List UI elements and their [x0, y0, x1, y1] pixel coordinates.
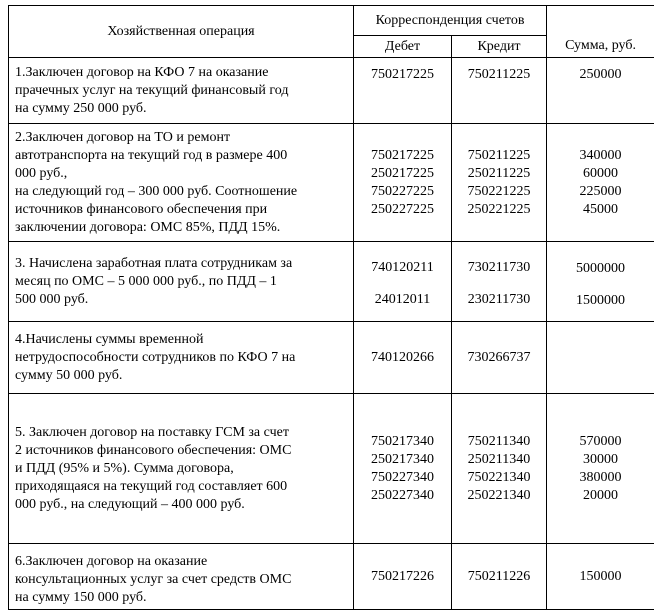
- amount-cell: [547, 242, 654, 322]
- table-row: [9, 394, 654, 544]
- debit-code: 24012011: [360, 291, 445, 309]
- operation-line: и ПДД (95% и 5%). Сумма договора,: [15, 460, 347, 478]
- operation-line: приходящаяся на текущий год составляет 600: [15, 478, 347, 496]
- table-row: [9, 58, 654, 124]
- debit-code: 750217226: [360, 568, 445, 586]
- credit-cell: [452, 242, 547, 322]
- header-credit: Кредит: [452, 36, 547, 58]
- amount-value: 150000: [553, 568, 648, 586]
- credit-code: 750211226: [458, 568, 540, 586]
- operation-line: консультационных услуг за счет средств ОМС: [15, 571, 347, 589]
- operation-line: на следующий год – 300 000 руб. Соотношение: [15, 183, 347, 201]
- amount-value: 60000: [553, 165, 648, 183]
- operation-line: 6.Заключен договор на оказание: [15, 553, 347, 571]
- amount-value: 1500000: [553, 292, 648, 310]
- operation-line: месяц по ОМС – 5 000 000 руб., по ПДД – 1: [15, 273, 347, 291]
- operation-line: сумму 50 000 руб.: [15, 367, 347, 385]
- operation-line: 4.Начислены суммы временной: [15, 331, 347, 349]
- debit-cell: [354, 242, 452, 322]
- header-amount: Сумма, руб.: [547, 6, 654, 58]
- operation-line: 500 000 руб.: [15, 291, 347, 309]
- amount-value: 30000: [553, 451, 648, 469]
- amount-cell: [547, 322, 654, 394]
- credit-code: 230211730: [458, 291, 540, 309]
- table-row: [9, 544, 654, 610]
- debit-cell: [354, 58, 452, 124]
- operation-line: нетрудоспособности сотрудников по КФО 7 на: [15, 349, 347, 367]
- debit-code: 250217225: [360, 165, 445, 183]
- amount-cell: [547, 58, 654, 124]
- debit-code: 750217225: [360, 147, 445, 165]
- debit-cell: [354, 322, 452, 394]
- operation-line: 3. Начислена заработная плата сотрудникам за: [15, 255, 347, 273]
- operation-text: [9, 394, 354, 544]
- operations-table: [8, 5, 654, 610]
- debit-cell: [354, 124, 452, 242]
- credit-code: 750211340: [458, 433, 540, 451]
- amount-value: 380000: [553, 469, 648, 487]
- credit-cell: [452, 322, 547, 394]
- header-debit: Дебет: [354, 36, 452, 58]
- amount-value: 340000: [553, 147, 648, 165]
- header-operation: Хозяйственная операция: [9, 6, 354, 58]
- operation-text: [9, 58, 354, 124]
- credit-code: 730266737: [458, 349, 540, 367]
- credit-code: 250221225: [458, 201, 540, 219]
- operation-text: [9, 242, 354, 322]
- debit-code: 740120266: [360, 349, 445, 367]
- amount-value: 225000: [553, 183, 648, 201]
- operation-line: прачечных услуг на текущий финансовый год: [15, 82, 347, 100]
- header-row-1: [9, 6, 654, 36]
- debit-code: 250227225: [360, 201, 445, 219]
- operation-line: на сумму 250 000 руб.: [15, 100, 347, 118]
- operation-line: 2.Заключен договор на ТО и ремонт: [15, 129, 347, 147]
- credit-code: 250221340: [458, 487, 540, 505]
- credit-code: 750211225: [458, 147, 540, 165]
- operation-line: заключении договора: ОМС 85%, ПДД 15%.: [15, 219, 347, 237]
- credit-cell: [452, 58, 547, 124]
- amount-value: 20000: [553, 487, 648, 505]
- amount-value: 45000: [553, 201, 648, 219]
- credit-cell: [452, 394, 547, 544]
- debit-cell: [354, 394, 452, 544]
- operation-line: 000 руб.,: [15, 165, 347, 183]
- operation-line: источников финансового обеспечения при: [15, 201, 347, 219]
- credit-cell: [452, 124, 547, 242]
- credit-code: 750221340: [458, 469, 540, 487]
- operation-line: 000 руб., на следующий – 400 000 руб.: [15, 496, 347, 514]
- table-row: [9, 242, 654, 322]
- operation-line: 5. Заключен договор на поставку ГСМ за счет: [15, 424, 347, 442]
- debit-cell: [354, 544, 452, 610]
- debit-code: 750217340: [360, 433, 445, 451]
- operation-line: 1.Заключен договор на КФО 7 на оказание: [15, 64, 347, 82]
- debit-code: 740120211: [360, 259, 445, 277]
- operation-line: автотранспорта на текущий год в размере 400: [15, 147, 347, 165]
- credit-code: 750211225: [458, 66, 540, 84]
- credit-code: 750221225: [458, 183, 540, 201]
- credit-code: 250211225: [458, 165, 540, 183]
- table-row: [9, 322, 654, 394]
- operation-line: на сумму 150 000 руб.: [15, 589, 347, 607]
- amount-cell: [547, 544, 654, 610]
- operation-line: 2 источников финансового обеспечения: ОМС: [15, 442, 347, 460]
- debit-code: 750227340: [360, 469, 445, 487]
- amount-value: 570000: [553, 433, 648, 451]
- amount-value: 250000: [553, 66, 648, 84]
- credit-code: 730211730: [458, 259, 540, 277]
- credit-cell: [452, 544, 547, 610]
- credit-code: 250211340: [458, 451, 540, 469]
- operation-text: [9, 322, 354, 394]
- debit-code: 750217225: [360, 66, 445, 84]
- amount-cell: [547, 394, 654, 544]
- operation-text: [9, 124, 354, 242]
- debit-code: 250217340: [360, 451, 445, 469]
- debit-code: 250227340: [360, 487, 445, 505]
- debit-code: 750227225: [360, 183, 445, 201]
- amount-cell: [547, 124, 654, 242]
- table-row: [9, 124, 654, 242]
- operation-text: [9, 544, 354, 610]
- header-correspondence: Корреспонденция счетов: [354, 6, 547, 36]
- amount-value: 5000000: [553, 260, 648, 278]
